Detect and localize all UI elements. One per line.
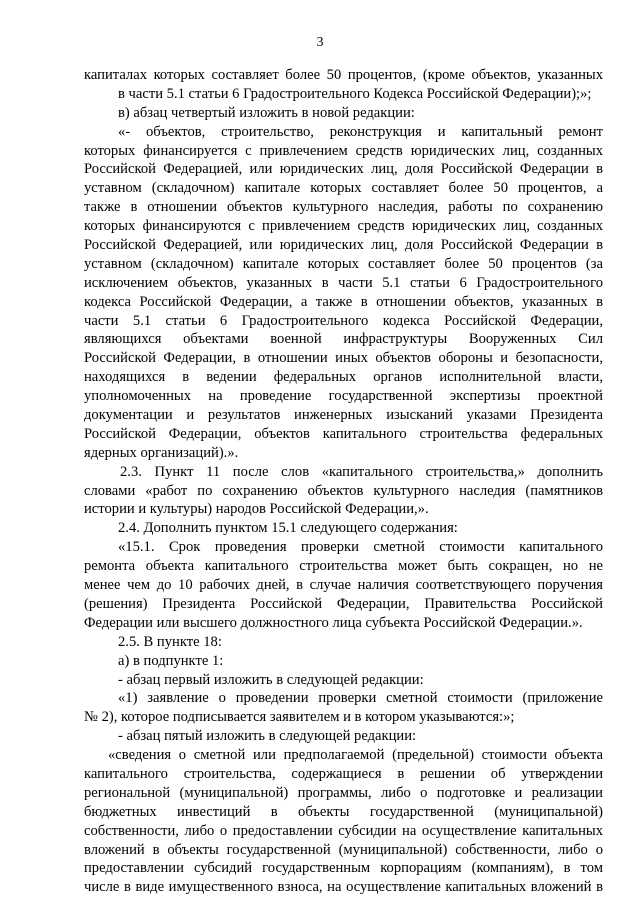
text-line: «- объектов, строительство, реконструкция и капитальный ремонт	[118, 123, 603, 140]
text-line: Российской Федерацией, или юридических лиц, доля Российской Федерации в	[84, 237, 603, 254]
text-line: словами «работ по сохранению объектов культурного наследия (памятников	[84, 482, 603, 499]
text-line: исключением объектов, указанных в части 5.1 статьи 6 Градостроительного	[84, 274, 603, 291]
text-line: капитального строительства, содержащиеся в решении об утверждении	[84, 765, 603, 782]
page-number: 3	[316, 35, 324, 50]
text-line: Федерации или высшего должностного лица субъекта Российской Федерации.».	[84, 614, 583, 631]
text-line: уполномоченных на проведение государственной экспертизы проектной	[84, 388, 603, 405]
text-line: Российской Федерации, в отношении иных объектов обороны и безопасности,	[84, 350, 603, 367]
text-line: в) абзац четвертый изложить в новой редакции:	[118, 104, 415, 121]
text-line: уставном (складочном) капитале которых составляет более 50 процентов, а	[84, 180, 603, 197]
text-line: которых финансируется с привлечением средств юридических лиц, созданных	[84, 142, 603, 159]
text-line: «1) заявление о проведении проверки сметной стоимости (приложение	[118, 690, 603, 707]
text-line: также в отношении объектов культурного наследия, работы по сохранению	[84, 199, 603, 216]
text-line: предоставлении субсидий государственным корпорациям (компаниям), в том	[84, 860, 603, 877]
text-line: 2.5. В пункте 18:	[118, 633, 222, 650]
text-line: 2.4. Дополнить пунктом 15.1 следующего содержания:	[118, 520, 458, 537]
text-line: региональной (муниципальной) программы, либо о подготовке и реализации	[84, 784, 603, 801]
text-line: (решения) Президента Российской Федерации, Правительства Российской	[84, 595, 603, 612]
text-line: ремонта объекта капитального строительства может быть сокращен, но не	[84, 558, 603, 575]
text-line: собственности, либо о предоставлении субсидии на осуществление капитальных	[84, 822, 603, 839]
text-line: находящихся в ведении федеральных органов исполнительной власти,	[84, 369, 603, 386]
text-line: менее чем до 10 рабочих дней, в случае наличия соответствующего поручения	[84, 577, 603, 594]
text-line: «сведения о сметной или предполагаемой (предельной) стоимости объекта	[108, 747, 603, 764]
text-line: в части 5.1 статьи 6 Градостроительного Кодекса Российской Федерации);»;	[118, 85, 592, 102]
text-line: капиталах которых составляет более 50 процентов, (кроме объектов, указанных	[84, 67, 603, 83]
text-line: документации и результатов инженерных изысканий указами Президента	[84, 407, 603, 424]
text-line: а) в подпункте 1:	[118, 652, 224, 669]
text-line: числе в виде имущественного взноса, на осуществление капитальных вложений в	[84, 879, 603, 896]
text-line: которых финансируются с привлечением средств юридических лиц, созданных	[84, 218, 603, 235]
text-line: кодекса Российской Федерации, а также в отношении объектов, указанных в	[84, 293, 603, 310]
text-line: уставном (складочном) капитале которых составляет более 50 процентов (за	[84, 255, 603, 272]
text-line: части 5.1 статьи 6 Градостроительного кодекса Российской Федерации,	[84, 312, 603, 329]
document-body	[84, 66, 603, 897]
text-line: являющихся объектами военной инфраструктуры Вооруженных Сил	[84, 331, 603, 348]
text-line: № 2), которое подписывается заявителем и в котором указываются:»;	[84, 709, 515, 726]
text-line: - абзац первый изложить в следующей редакции:	[118, 671, 424, 688]
text-line: вложений в объекты государственной (муниципальной) собственности, либо о	[84, 841, 603, 858]
text-line: 2.3. Пункт 11 после слов «капитального строительства,» дополнить	[120, 463, 603, 480]
text-line: бюджетных инвестиций в объекты государственной (муниципальной)	[84, 803, 603, 820]
text-line: Российской Федерацией, или юридических лиц, доля Российской Федерации в	[84, 161, 603, 178]
text-line: ядерных организаций).».	[84, 444, 239, 461]
text-line: - абзац пятый изложить в следующей редакции:	[118, 728, 417, 745]
text-line: «15.1. Срок проведения проверки сметной стоимости капитального	[118, 539, 603, 556]
text-line: Российской Федерации, объектов капитального строительства федеральных	[84, 425, 603, 442]
text-line: истории и культуры) народов Российской Федерации,».	[84, 501, 429, 518]
